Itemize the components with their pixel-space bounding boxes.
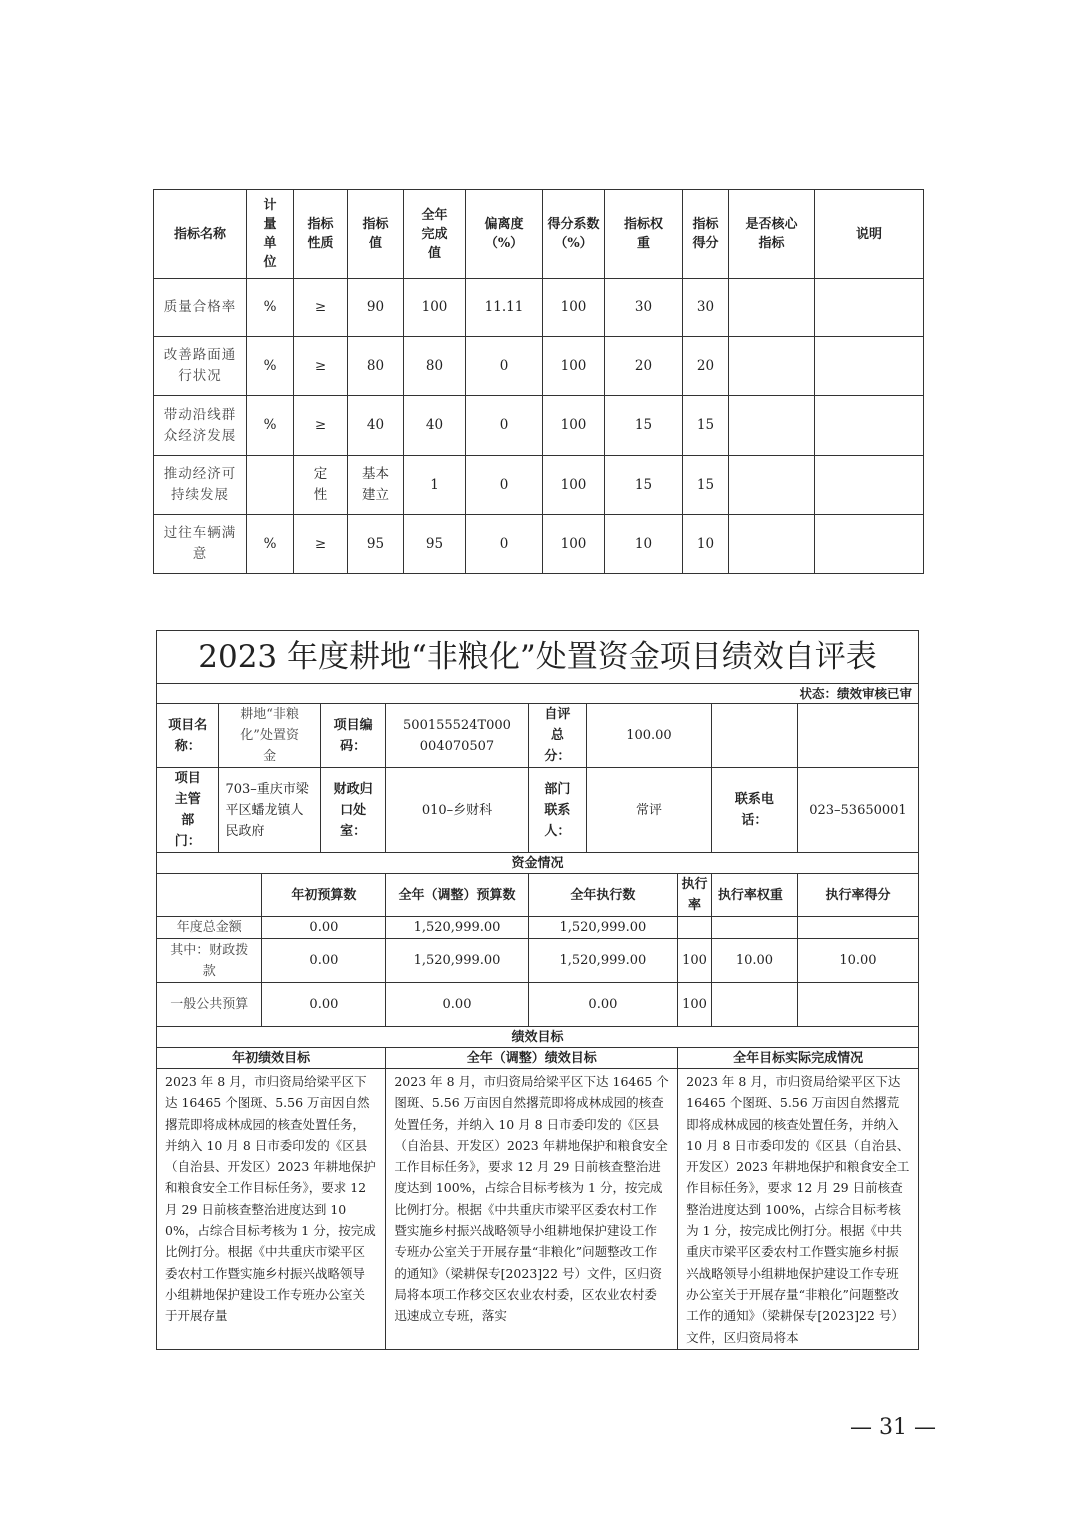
indicator-core (729, 456, 815, 515)
indicator-note (815, 456, 924, 515)
project-code-label: 项目编码： (320, 704, 386, 768)
funds-row (157, 939, 919, 983)
indicator-row (154, 456, 924, 515)
funds-row-label: 其中：财政拨款 (157, 939, 262, 983)
funds-row-score: 10.00 (797, 939, 918, 983)
indicator-weight: 20 (605, 337, 683, 396)
indicator-weight: 15 (605, 396, 683, 456)
funds-section-row (157, 853, 919, 874)
indicator-score: 20 (683, 337, 729, 396)
header-note: 说明 (815, 190, 924, 279)
funds-row-executed: 1,520,999.00 (528, 917, 677, 939)
header-indicator-name: 指标名称 (154, 190, 247, 279)
funds-row-initial: 0.00 (262, 983, 386, 1027)
funds-row-score (797, 983, 918, 1027)
indicator-core (729, 396, 815, 456)
funds-header-executed: 全年执行数 (528, 874, 677, 917)
phone-value: 023–53650001 (797, 768, 918, 853)
funds-row-weight (711, 917, 797, 939)
indicator-row (154, 396, 924, 456)
goals-header-row (157, 1048, 919, 1069)
indicator-score: 10 (683, 515, 729, 574)
funds-header-blank (157, 874, 262, 917)
funds-row-label: 年度总金额 (157, 917, 262, 939)
indicator-actual: 100 (404, 279, 466, 337)
indicator-core (729, 515, 815, 574)
indicator-weight: 10 (605, 515, 683, 574)
indicator-name: 带动沿线群众经济发展 (154, 396, 247, 456)
form-title-row (157, 631, 919, 684)
indicator-score: 30 (683, 279, 729, 337)
indicator-deviation: 0 (466, 396, 543, 456)
funds-header-score: 执行率得分 (797, 874, 918, 917)
indicator-coef: 100 (543, 515, 605, 574)
funds-row (157, 917, 919, 939)
indicator-nature: ≥ (294, 396, 348, 456)
indicator-deviation: 0 (466, 337, 543, 396)
indicator-table (153, 189, 924, 574)
header-score: 指标得分 (683, 190, 729, 279)
funds-header-row (157, 874, 919, 917)
contact-label: 部门联系人： (528, 768, 586, 853)
funds-row-score (797, 917, 918, 939)
indicator-unit (247, 456, 294, 515)
indicator-row (154, 279, 924, 337)
indicator-weight: 15 (605, 456, 683, 515)
indicator-deviation: 0 (466, 515, 543, 574)
indicator-target: 40 (348, 396, 404, 456)
goal-header-initial: 年初绩效目标 (157, 1048, 386, 1069)
funds-row-weight (711, 983, 797, 1027)
self-score-value: 100.00 (587, 704, 712, 768)
phone-label: 联系电话： (711, 768, 797, 853)
indicator-nature: ≥ (294, 515, 348, 574)
indicator-unit: % (247, 515, 294, 574)
page-number: — 31 — (850, 1415, 936, 1440)
header-core: 是否核心指标 (729, 190, 815, 279)
goal-header-adjusted: 全年（调整）绩效目标 (386, 1048, 678, 1069)
funds-row-label: 一般公共预算 (157, 983, 262, 1027)
header-deviation: 偏离度（%） (466, 190, 543, 279)
indicator-nature: ≥ (294, 279, 348, 337)
indicator-coef: 100 (543, 456, 605, 515)
indicator-unit: % (247, 279, 294, 337)
header-target: 指标值 (348, 190, 404, 279)
indicator-nature: 定性 (294, 456, 348, 515)
indicator-target: 80 (348, 337, 404, 396)
contact-value: 常评 (587, 768, 712, 853)
funds-row-adjusted: 1,520,999.00 (386, 917, 528, 939)
funds-row-rate: 100 (678, 983, 712, 1027)
form-status-row (157, 684, 919, 704)
header-unit: 计量单位 (247, 190, 294, 279)
goals-text-row (157, 1069, 919, 1350)
funds-row-initial: 0.00 (262, 939, 386, 983)
indicator-row (154, 515, 924, 574)
indicator-note (815, 396, 924, 456)
funds-row-initial: 0.00 (262, 917, 386, 939)
header-coef: 得分系数（%） (543, 190, 605, 279)
funds-header-adjusted: 全年（调整）预算数 (386, 874, 528, 917)
indicator-actual: 80 (404, 337, 466, 396)
funds-row (157, 983, 919, 1027)
indicator-target: 基本建立 (348, 456, 404, 515)
funds-row-rate: 100 (678, 939, 712, 983)
indicator-score: 15 (683, 396, 729, 456)
finance-label: 财政归口处室： (320, 768, 386, 853)
indicator-coef: 100 (543, 337, 605, 396)
project-info-row (157, 704, 919, 768)
goals-section-row (157, 1027, 919, 1048)
header-actual: 全年完成值 (404, 190, 466, 279)
project-code-value: 500155524T000004070507 (386, 704, 528, 768)
funds-row-adjusted: 1,520,999.00 (386, 939, 528, 983)
indicator-note (815, 337, 924, 396)
dept-label: 项目主管部门： (157, 768, 219, 853)
indicator-name: 过往车辆满意 (154, 515, 247, 574)
indicator-score: 15 (683, 456, 729, 515)
goal-text-initial: 2023 年 8 月，市归资局给梁平区下达 16465 个图斑、5.56 万亩因自然撂荒即将成林成园的核查处置任务，并纳入 10 月 8 日市委印发的《区县（自治县、开发区）2023 年耕地保护和粮食安全工作目标任务》，要求 12 月 29 日前核查整治进度达到 100%，占综合目标考核为 1 分，按完成比例打分。根据《中共重庆市梁平区委农村工作暨实施乡村振兴战略领导小组耕地保护建设工作专班办公室关于开展存量 (157, 1069, 386, 1350)
indicator-note (815, 515, 924, 574)
indicator-core (729, 337, 815, 396)
goal-text-adjusted: 2023 年 8 月，市归资局给梁平区下达 16465 个图斑、5.56 万亩因自然撂荒即将成林成园的核查处置任务，并纳入 10 月 8 日市委印发的《区县（自治县、开发区）2023 年耕地保护和粮食安全工作目标任务》，要求 12 月 29 日前核查整治进度达到 100%，占综合目标考核为 1 分，按完成比例打分。根据《中共重庆市梁平区委农村工作暨实施乡村振兴战略领导小组耕地保护建设工作专班办公室关于开展存量“非粮化”问题整改工作的通知》（梁耕保专[2023]22 号）文件，区归资局将本项工作移交区农业农村委，区农业农村委迅速成立专班，落实 (386, 1069, 678, 1350)
goals-section-title: 绩效目标 (157, 1027, 919, 1048)
indicator-nature: ≥ (294, 337, 348, 396)
funds-row-executed: 1,520,999.00 (528, 939, 677, 983)
goal-text-actual: 2023 年 8 月，市归资局给梁平区下达 16465 个图斑、5.56 万亩因自然撂荒即将成林成园的核查处置任务，并纳入 10 月 8 日市委印发的《区县（自治县、开发区）2023 年耕地保护和粮食安全工作目标任务》，要求 12 月 29 日前核查整治进度达到 100%，占综合目标考核为 1 分，按完成比例打分。根据《中共重庆市梁平区委农村工作暨实施乡村振兴战略领导小组耕地保护建设工作专班办公室关于开展存量“非粮化”问题整改工作的通知》（梁耕保专[2023]22 号）文件，区归资局将本 (678, 1069, 919, 1350)
indicator-target: 95 (348, 515, 404, 574)
funds-row-adjusted: 0.00 (386, 983, 528, 1027)
indicator-name: 质量合格率 (154, 279, 247, 337)
funds-row-weight: 10.00 (711, 939, 797, 983)
indicator-weight: 30 (605, 279, 683, 337)
project-name-label: 项目名称： (157, 704, 219, 768)
indicator-unit: % (247, 396, 294, 456)
project-blank-cell (797, 704, 918, 768)
indicator-actual: 95 (404, 515, 466, 574)
funds-row-executed: 0.00 (528, 983, 677, 1027)
project-blank-cell (711, 704, 797, 768)
header-nature: 指标性质 (294, 190, 348, 279)
funds-row-rate (678, 917, 712, 939)
indicator-coef: 100 (543, 279, 605, 337)
goal-header-actual: 全年目标实际完成情况 (678, 1048, 919, 1069)
indicator-header-row (154, 190, 924, 279)
funds-header-weight: 执行率权重 (711, 874, 797, 917)
header-weight: 指标权重 (605, 190, 683, 279)
funds-header-rate: 执行率 (678, 874, 712, 917)
department-info-row (157, 768, 919, 853)
indicator-core (729, 279, 815, 337)
indicator-actual: 1 (404, 456, 466, 515)
indicator-name: 推动经济可持续发展 (154, 456, 247, 515)
self-evaluation-form (156, 630, 919, 1350)
form-title: 2023 年度耕地“非粮化”处置资金项目绩效自评表 (157, 631, 919, 684)
finance-value: 010–乡财科 (386, 768, 528, 853)
indicator-target: 90 (348, 279, 404, 337)
project-name-value: 耕地“非粮化”处置资金 (219, 704, 320, 768)
dept-value: 703–重庆市梁平区蟠龙镇人民政府 (219, 768, 320, 853)
indicator-deviation: 11.11 (466, 279, 543, 337)
indicator-unit: % (247, 337, 294, 396)
self-score-label: 自评总分： (528, 704, 586, 768)
funds-header-initial: 年初预算数 (262, 874, 386, 917)
indicator-actual: 40 (404, 396, 466, 456)
indicator-name: 改善路面通行状况 (154, 337, 247, 396)
indicator-deviation: 0 (466, 456, 543, 515)
indicator-coef: 100 (543, 396, 605, 456)
funds-section-title: 资金情况 (157, 853, 919, 874)
indicator-note (815, 279, 924, 337)
indicator-row (154, 337, 924, 396)
status-text: 状态：绩效审核已审 (157, 684, 919, 704)
